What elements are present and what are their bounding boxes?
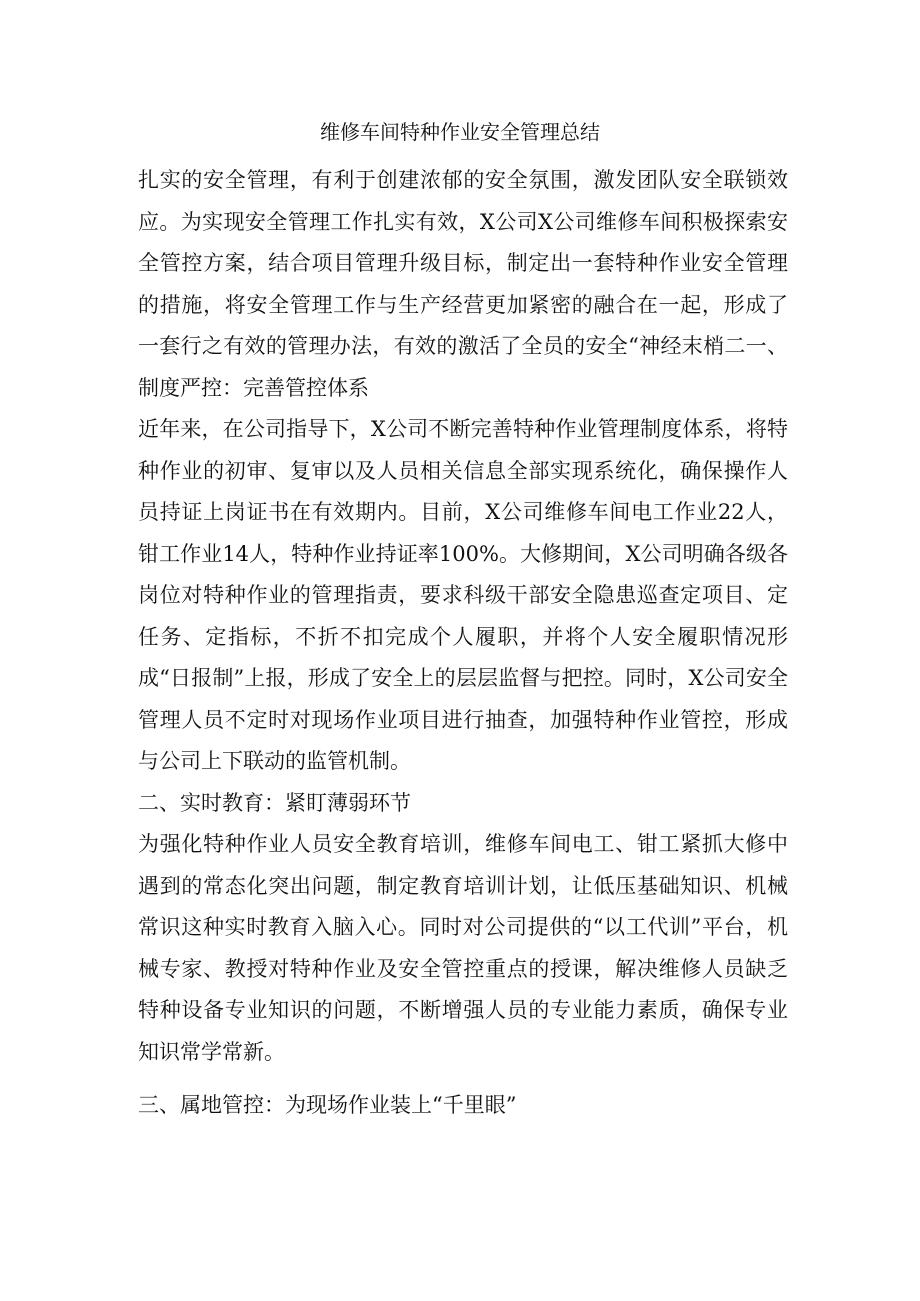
- paragraph-education: 为强化特种作业人员安全教育培训，维修车间电工、钳工紧抓大修中遇到的常态化突出问题，制定教育培训计划，让低压基础知识、机械常识这种实时教育入脑入心。同时对公司提供的“以工代训”平台，机械专家、教授对特种作业及安全管控重点的授课，解决维修人员缺乏特种设备专业知识的问题，不断增强人员的专业能力素质，确保专业知识常学常新。: [138, 832, 788, 1064]
- document-title: 维修车间特种作业安全管理总结: [320, 120, 600, 144]
- paragraph-system: 近年来，在公司指导下，X公司不断完善特种作业管理制度体系，将特种作业的初审、复审以及人员相关信息全部实现系统化，确保操作人员持证上岗证书在有效期内。目前，X公司维修车间电工作业22人，钳工作业14人，特种作业持证率100%。大修期间，X公司明确各级各岗位对特种作业的管理指责，要求科级干部安全隐患巡查定项目、定任务、定指标，不折不扣完成个人履职，并将个人安全履职情况形成“日报制”上报，形成了安全上的层层监督与把控。同时，X公司安全管理人员不定时对现场作业项目进行抽查，加强特种作业管控，形成与公司上下联动的监管机制。: [138, 417, 788, 773]
- document-body: [138, 160, 788, 1127]
- paragraph-gap: [138, 1073, 788, 1085]
- section-heading-control: 三、属地管控：为现场作业装上“千里眼”: [138, 1093, 517, 1117]
- section-heading-education: 二、实时教育：紧盯薄弱环节: [138, 790, 411, 815]
- paragraph-intro: 扎实的安全管理，有利于创建浓郁的安全氛围，激发团队安全联锁效应。为实现安全管理工作扎实有效，X公司X公司维修车间积极探索安全管控方案，结合项目管理升级目标，制定出一套特种作业安全管理的措施，将安全管理工作与生产经营更加紧密的融合在一起，形成了一套行之有效的管理办法，有效的激活了全员的安全“神经末梢二一、制度严控：完善管控体系: [138, 168, 788, 400]
